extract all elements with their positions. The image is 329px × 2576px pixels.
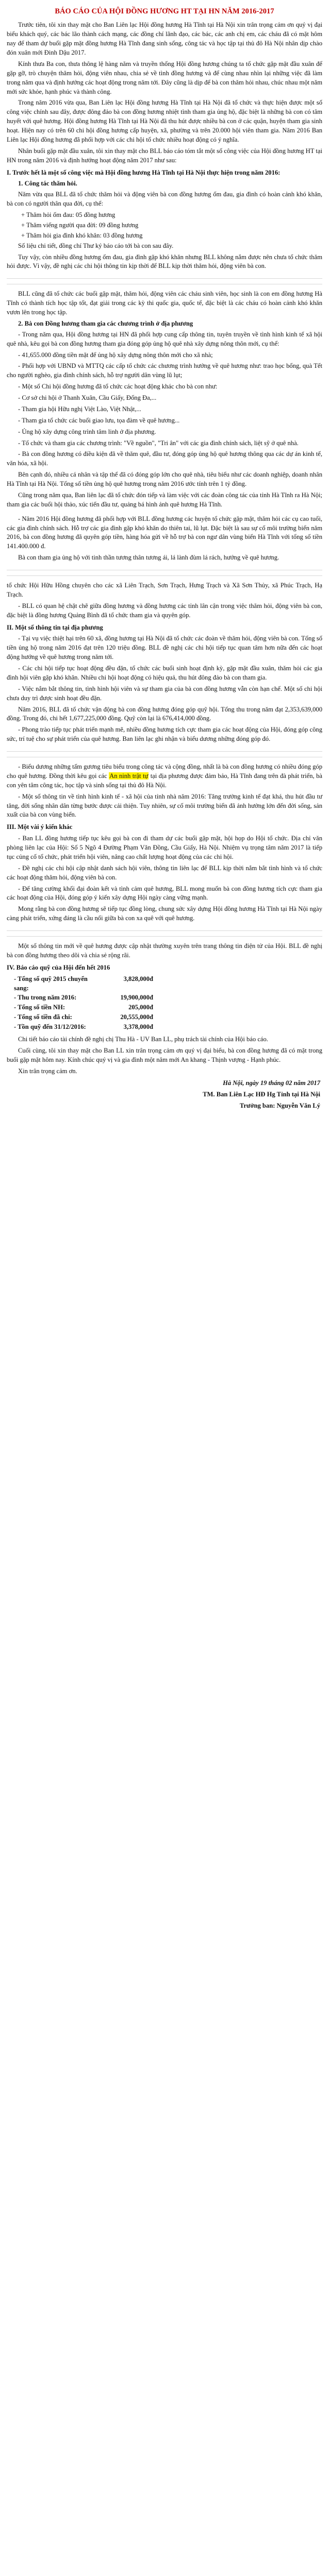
paragraph: Cuối cùng, tôi xin thay mặt cho Ban LL xin trân trọng cảm ơn quý vị đại biểu, bà con đồng hương đã có mặt trong buổi gặp mặt hôm nay. Kính chúc quý vị và gia đình một năm mới An khang - Thịnh vượng - Hạnh phúc. [7,1046,322,1063]
signature-org: TM. Ban Liên Lạc HĐ Hg Tỉnh tại Hà Nội [203,1091,320,1098]
paragraph: Bà con tham gia ủng hộ với tinh thần tương thân tương ái, lá lành đùm lá rách, hướng về quê hương. [18,554,279,562]
highlighted-text: An ninh trật tự [109,772,149,779]
fund-report [7,975,322,1032]
paragraph: - BLL có quan hệ chặt chẽ giữa đồng hương và đồng hương các tỉnh lân cận trong việc thăm hỏi, động viên bà con, đặc biệt là đồng hương Quảng Bình đã tổ chức tham gia và quyên góp. [7,602,322,619]
intro-paragraph: Kính thưa Ba con, thưa thông lệ hàng năm và truyền thống Hội đồng hương chúng ta tổ chức gặp mặt đầu xuân để gặp gỡ, trò chuyện thăm hỏi, động viên nhau, chia sẻ về tình đồng hương và để cùng nhau nhìn lại những việc đã làm trong năm qua và định hướng các hoạt động trong năm tới. Đây cũng là dịp để bà con thăm hỏi nhau, chúc nhau một năm mới sức khỏe, hạnh phúc và thành công. [7,60,322,95]
paragraph: - Ủng hộ xây dựng công trình tâm linh ở địa phương. [18,428,156,435]
paragraph: - Tham gia tổ chức các buổi giao lưu, tọa đàm về quê hương... [18,416,180,424]
signature-name: Trưởng ban: Nguyễn Văn Lý [239,1102,320,1110]
paragraph: Cũng trong năm qua, Ban liên lạc đã tổ chức đón tiếp và làm việc với các đoàn công tác của tỉnh Hà Tĩnh ra Hà Nội; tham gia các buổi hội thảo, xúc tiến đầu tư, quảng bá hình ảnh quê hương Hà Tĩnh. [7,491,322,508]
paragraph: - Phối hợp với UBND và MTTQ các cấp tổ chức các chương trình hướng về quê hương như: trao học bổng, quà Tết cho người nghèo, gia đình chính sách, hỗ trợ người dân vùng lũ lụt; [7,362,322,379]
fund-row [7,993,322,1003]
document-title: BÁO CÁO CỦA HỘI ĐỒNG HƯƠNG HT TẠI HN NĂM 2016-2017 [55,7,274,15]
fund-row [7,975,322,993]
fund-label: - Tổng số tiền đã chi: [14,1013,72,1021]
page-separator [7,930,322,937]
list-item: + Thăm hỏi ốm đau: 05 đồng hương [21,211,116,219]
intro-text: - Biểu dương những tấm gương tiêu biểu trong công tác và cộng đồng, nhất là bà con đồng hương có nhiều đóng góp cho quê hương. Đồng thời kêu gọi các [7,763,322,779]
fund-label: - Thu trong năm 2016: [14,994,77,1002]
paragraph: - Cơ sở chi hội ở Thanh Xuân, Cầu Giấy, Đống Đa,... [18,394,157,402]
paragraph: - Đề nghị các chi hội cập nhật danh sách hội viên, thông tin liên lạc để BLL kịp thời nắm bắt tình hình và tổ chức các hoạt động thăm hỏi, động viên bà con. [7,864,322,881]
fund-label: - Tồn quỹ đến 31/12/2016: [14,1023,86,1031]
paragraph: - Các chi hội tiếp tục hoạt động đều đặn, tổ chức các buổi sinh hoạt định kỳ, gặp mặt đầu xuân, thăm hỏi các gia đình hội viên gặp khó khăn. Nhiều chi hội hoạt động có hiệu quả, thu hút đông đảo bà con tham gia. [7,665,322,681]
paragraph [7,762,322,790]
page-separator [7,570,322,576]
paragraph: - Một số Chi hội đồng hương đã tổ chức các hoạt động khác cho bà con như: [18,383,218,391]
section-1-heading: I. Trước hết là một số công việc mà Hội đồng hương Hà Tĩnh tại Hà Nội thực hiện trong năm 2016: [7,168,281,176]
paragraph: Chi tiết báo cáo tài chính đề nghị chị Thu Hà - UV Ban LL, phụ trách tài chính của Hội báo cáo. [18,1035,268,1043]
paragraph: Mong rằng bà con đồng hương sẽ tiếp tục đồng lòng, chung sức xây dựng Hội đồng hương Hà Tĩnh tại Hà Nội ngày càng phát triển, xứng đáng là cầu nối giữa bà con xa quê với quê hương. [7,905,322,922]
document [7,0,322,1113]
paragraph: - Tại vụ việc thiệt hại trên 60 xã, đồng hương tại Hà Nội đã tổ chức các đoàn về thăm hỏi, động viên bà con. Tổng số tiền ủng hộ trong năm 2016 đạt trên 120 triệu đồng. BLL đề nghị các chi hội tiếp tục quan tâm hơn nữa đến các hoạt động hướng về quê hương trong năm tới. [7,635,322,661]
paragraph: Một số thông tin mới về quê hương được cập nhật thường xuyên trên trang thông tin điện tử của Hội. BLL đề nghị bà con đồng hương theo dõi và chia sẻ rộng rãi. [7,942,322,959]
section-1-subheading-2: 2. Bà con Đồng hương tham gia các chương trình ở địa phương [18,319,193,327]
page-5 [7,940,322,1113]
page-1 [7,3,322,275]
page-3 [7,579,322,748]
section-4-heading: IV. Báo cáo quỹ của Hội đến hết 2016 [7,963,110,971]
intro-tail: tại địa phương được đảm bảo, Hà Tĩnh đang trên đà phát triển, bà con yên tâm công tác, học tập và sinh sống tại thủ đô Hà Nội. [7,772,322,789]
section-1-text: Năm vừa qua BLL đã tổ chức thăm hỏi và động viên bà con đồng hương ốm đau, gia đình có hoàn cảnh khó khăn, bà con có người thân qua đời, cụ thể: [7,191,322,208]
paragraph: - Tổ chức và tham gia các chương trình: "Về nguồn", "Tri ân" với các gia đình chính sách, liệt sỹ ở quê nhà. [18,439,299,447]
fund-value: 3,378,000đ [123,1023,153,1031]
signature-date: Hà Nội, ngày 19 tháng 02 năm 2017 [223,1079,320,1087]
section-2-heading: II. Một số thông tin tại địa phương [7,623,103,631]
fund-row [7,1003,322,1012]
section-1-text: Số liệu chi tiết, đồng chí Thư ký báo cáo tới bà con sau đây. [18,242,174,249]
fund-value: 20,555,000đ [120,1013,153,1021]
paragraph: - Trong năm qua, Hội đồng hương tại HN đã phối hợp cung cấp thông tin, tuyên truyền về tình hình kinh tế xã hội quê nhà, kêu gọi bà con đồng hương tham gia đóng góp ủng hộ quê nhà xây dựng nông thôn mới, cụ thể: [7,330,322,347]
section-3-heading: III. Một vài ý kiến khác [7,823,73,831]
paragraph: - 41,655.000 đồng tiền mặt để ủng hộ xây dựng nông thôn mới cho xã nhà; [18,351,213,359]
paragraph: - Tham gia hội Hữu nghị Việt Lào, Việt Nhật,... [18,405,141,413]
list-item: + Thăm viếng người qua đời: 09 đồng hương [21,221,139,229]
paragraph: Bên cạnh đó, nhiều cá nhân và tập thể đã có đóng góp lớn cho quê nhà, tiêu biểu như các doanh nghiệp, doanh nhân Hà Tĩnh tại Hà Nội. Tổng số tiền ủng hộ quê hương trong năm 2016 ước tính trên 1 tỷ đồng. [7,471,322,488]
paragraph: - Ban LL đồng hương tiếp tục kêu gọi bà con đi tham dự các buổi gặp mặt, hội họp do Hội tổ chức. Địa chỉ văn phòng liên lạc của Hội: Số 5 Ngõ 4 Đường Phạm Văn Đồng, Cầu Giấy, Hà Nội. Nhiệm vụ trọng tâm năm 2017 là tiếp tục củng cố tổ chức, phát triển hội viên, nâng cao chất lượng hoạt động của các chi hội. [7,835,322,860]
fund-value: 3,828,000đ [123,975,153,982]
intro-paragraph: Nhân buổi gặp mặt đầu xuân, tôi xin thay mặt cho BLL báo cáo tóm tắt một số công việc của Hội đồng hương HT tại HN trong năm 2016 và định hướng hoạt động năm 2017 như sau: [7,147,322,164]
fund-label: - Tổng số quỹ 2015 chuyển sang: [14,975,88,992]
intro-paragraph: Trước tiên, tôi xin thay mặt cho Ban Liên lạc Hội đồng hương Hà Tĩnh tại Hà Nội xin trân trọng cảm ơn quý vị đại biểu khách quý, các bác lão thành cách mạng, các đồng chí lãnh đạo, các bác, các anh chị em, các cháu đã có mặt hôm nay để tham dự buổi gặp mặt đồng hương Hà Tĩnh đang sinh sống, công tác và học tập tại thủ đô Hà Nội nhân dịp chào đón xuân mới Đinh Dậu 2017. [7,21,322,57]
page-2 [7,287,322,567]
page-separator [7,278,322,284]
paragraph: - Bà con đồng hương có điều kiện đã về thăm quê, đầu tư, đóng góp ủng hộ quê hương thông qua các dự án kinh tế, văn hóa, xã hội. [7,450,322,467]
fund-value: 19,900,000đ [120,994,153,1002]
paragraph: BLL cũng đã tổ chức các buổi gặp mặt, thăm hỏi, động viên các cháu sinh viên, học sinh là con em đồng hương Hà Tĩnh có thành tích học tập tốt, đạt giải trong các kỳ thi quốc gia, quốc tế, đặc biệt là các cháu có hoàn cảnh khó khăn vươn lên trong học tập. [7,290,322,316]
page-separator [7,751,322,757]
paragraph: Năm 2016, BLL đã tổ chức vận động bà con đồng hương đóng góp quỹ hội. Tổng thu trong năm đạt 2,353,639,000 đồng. Trong đó, chi hết 1,677,225,000 đồng. Quỹ còn lại là 676,414,000 đồng. [7,705,322,722]
paragraph: - Một số thông tin về tình hình kinh tế - xã hội của tỉnh nhà năm 2016: Tăng trưởng kinh tế đạt khá, thu hút đầu tư tăng, đời sống nhân dân từng bước được cải thiện. Tuy nhiên, sự cố môi trường biển đã ảnh hưởng lớn đến đời sống, sản xuất của bà con vùng biển. [7,792,322,819]
intro-paragraph: Trong năm 2016 vừa qua, Ban Liên lạc Hội đồng hương Hà Tĩnh tại Hà Nội đã tổ chức và thực hiện được một số công việc chính sau đây, được đông đảo bà con đồng hương nhiệt tình tham gia ủng hộ, đặc biệt là những bà con có tâm huyết với quê hương. Hội đồng hương Hà Tĩnh tại Hà Nội đã thu hút được nhiều bà con ở các quận, huyện tham gia sinh hoạt. Hiện nay có trên 60 chi hội đồng hương cấp huyện, xã, phường và trên 20.000 hội viên tham gia. Năm 2016 Ban Liên lạc Hội đồng hương đã phối hợp với các chi hội tổ chức nhiều hoạt động có ý nghĩa. [7,99,322,143]
fund-row [7,1023,322,1032]
fund-value: 205,000đ [128,1004,153,1011]
fund-label: - Tổng số tiền NH: [14,1004,65,1011]
paragraph: - Việc nắm bắt thông tin, tình hình hội viên và sự tham gia của bà con đồng hương vẫn còn hạn chế. Một số chi hội chưa duy trì được sinh hoạt đều đặn. [7,685,322,702]
section-1-subheading: 1. Công tác thăm hỏi. [18,180,77,188]
page-4 [7,760,322,927]
fund-row [7,1013,322,1022]
section-1-text: Tuy vậy, còn nhiều đồng hương ốm đau, gia đình gặp khó khăn nhưng BLL không nắm được nên chưa tổ chức thăm hỏi được. Vì vậy, đề nghị các chi hội thông tin kịp thời để BLL kịp thời thăm hỏi, động viên bà con. [7,253,322,270]
paragraph: - Để tăng cường khối đại đoàn kết và tình cảm quê hương, BLL mong muốn bà con đồng hương tích cực tham gia các hoạt động của Hội, đóng góp ý kiến xây dựng Hội ngày càng vững mạnh. [7,885,322,902]
paragraph: Xin trân trọng cảm ơn. [18,1067,77,1075]
paragraph: - Phong trào tiếp tục phát triển mạnh mẽ, nhiều đồng hương tích cực tham gia các hoạt động của Hội, đóng góp công sức, trí tuệ cho sự phát triển của quê hương. Ban liên lạc ghi nhận và biểu dương những đóng góp đó. [7,726,322,743]
paragraph: - Năm 2016 Hội đồng hương đã phối hợp với BLL đồng hương các huyện tổ chức gặp mặt, thăm hỏi các cụ cao tuổi, các gia đình chính sách. Hỗ trợ các gia đình gặp khó khăn do thiên tai, lũ lụt. Đặc biệt là sau sự cố môi trường biển năm 2016, bà con đồng hương đã quyên góp tiền, hàng hóa gửi về hỗ trợ bà con ngư dân vùng biển Hà Tĩnh với tổng số tiền 141.400.000 đ. [7,515,322,550]
paragraph: tổ chức Hội Hữu Hồng chuyên cho các xã Liên Trạch, Sơn Trạch, Hưng Trạch và Xã Sơn Thủy, xã Phúc Trạch, Hạ Trạch. [7,582,322,598]
list-item: + Thăm hỏi gia đình khó khăn: 03 đồng hương [21,231,143,239]
